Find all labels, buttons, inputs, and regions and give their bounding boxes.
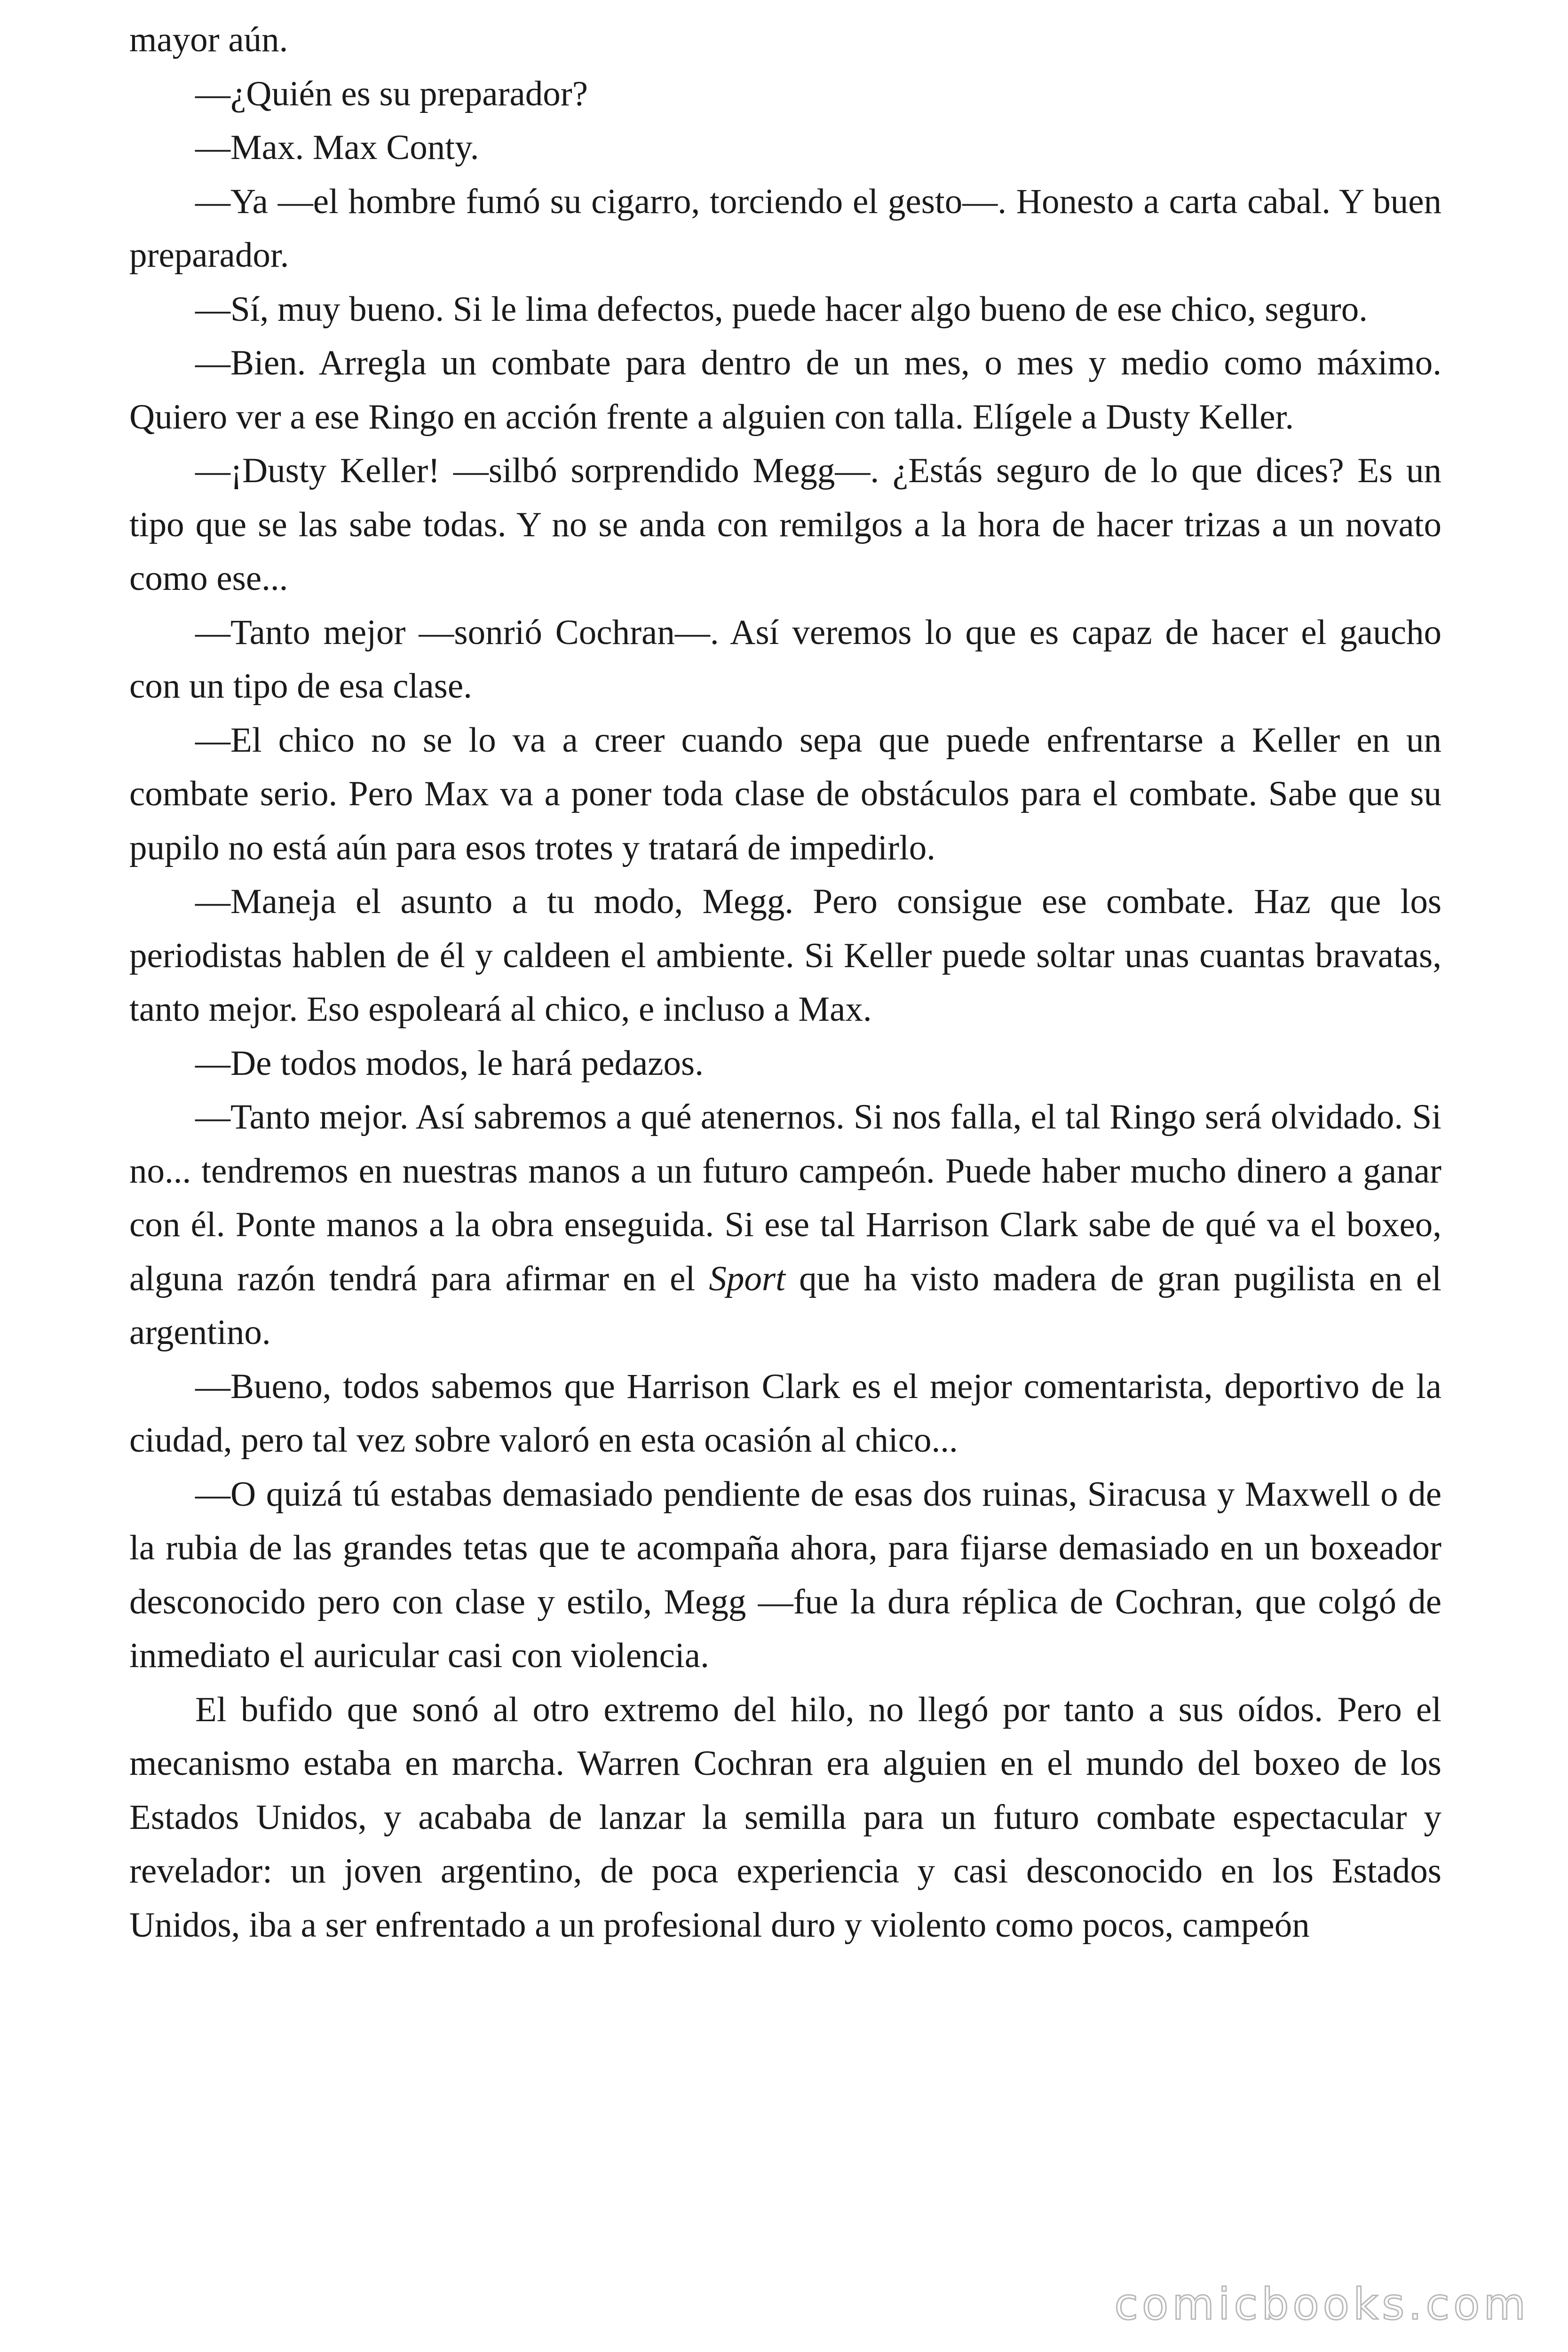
paragraph: —Bueno, todos sabemos que Harrison Clark es el mejor comentarista, deportivo de la ciudad, pero tal vez sobre valoró en esta ocasión al chico...: [129, 1367, 1441, 1460]
paragraph: —Sí, muy bueno. Si le lima defectos, puede hacer algo bueno de ese chico, seguro.: [195, 289, 1368, 329]
paragraph: —Bien. Arregla un combate para dentro de un mes, o mes y medio como máximo. Quiero ver a ese Ringo en acción frente a alguien con talla. Elígele a Dusty Keller.: [129, 343, 1441, 437]
paragraph: —Max. Max Conty.: [195, 128, 479, 167]
paragraph: —De todos modos, le hará pedazos.: [195, 1043, 704, 1083]
watermark: comicbooks.com: [1114, 2279, 1529, 2329]
text-segment: —Tanto mejor. Así sabremos a qué atenernos. Si nos falla, el tal Ringo será olvidado. Si no... tendremos en nuestras manos a un futuro campeón. Puede haber mucho dinero a ganar con él. Ponte manos a la obra enseguida. Si ese tal Harrison Clark sabe de qué va el boxeo, alguna razón tendrá para afirmar en el: [129, 1097, 1441, 1298]
paragraph: —Tanto mejor —sonrió Cochran—. Así veremos lo que es capaz de hacer el gaucho con un tipo de esa clase.: [129, 612, 1441, 706]
paragraph: —El chico no se lo va a creer cuando sepa que puede enfrentarse a Keller en un combate serio. Pero Max va a poner toda clase de obstáculos para el combate. Sabe que su pupilo no está aún para esos trotes y tratará de impedirlo.: [129, 720, 1441, 867]
paragraph-with-italic: [129, 1090, 1441, 1360]
paragraph: —¿Quién es su preparador?: [195, 74, 588, 113]
body-text: [129, 13, 1441, 1952]
paragraph: —O quizá tú estabas demasiado pendiente de esas dos ruinas, Siracusa y Maxwell o de la rubia de las grandes tetas que te acompaña ahora, para fijarse demasiado en un boxeador desconocido pero con clase y estilo, Megg —fue la dura réplica de Cochran, que colgó de inmediato el auricular casi con violencia.: [129, 1474, 1441, 1675]
text-segment: que ha visto madera de gran pugilista en el argentino.: [129, 1259, 1441, 1352]
paragraph: —¡Dusty Keller! —silbó sorprendido Megg—. ¿Estás seguro de lo que dices? Es un tipo que se las sabe todas. Y no se anda con remilgos a la hora de hacer trizas a un novato como ese...: [129, 451, 1441, 598]
italic-publication-name: Sport: [709, 1259, 785, 1298]
paragraph: —Maneja el asunto a tu modo, Megg. Pero consigue ese combate. Haz que los periodistas hablen de él y caldeen el ambiente. Si Keller puede soltar unas cuantas bravatas, tanto mejor. Eso espoleará al chico, e incluso a Max.: [129, 882, 1441, 1029]
paragraph: mayor aún.: [129, 20, 288, 59]
paragraph: El bufido que sonó al otro extremo del hilo, no llegó por tanto a sus oídos. Pero el mecanismo estaba en marcha. Warren Cochran era alguien en el mundo del boxeo de los Estados Unidos, y acababa de lanzar la semilla para un futuro combate espectacular y revelador: un joven argentino, de poca experiencia y casi desconocido en los Estados Unidos, iba a ser enfrentado a un profesional duro y violento como pocos, campeón: [129, 1690, 1441, 1945]
paragraph: —Ya —el hombre fumó su cigarro, torciendo el gesto—. Honesto a carta cabal. Y buen preparador.: [129, 182, 1441, 275]
